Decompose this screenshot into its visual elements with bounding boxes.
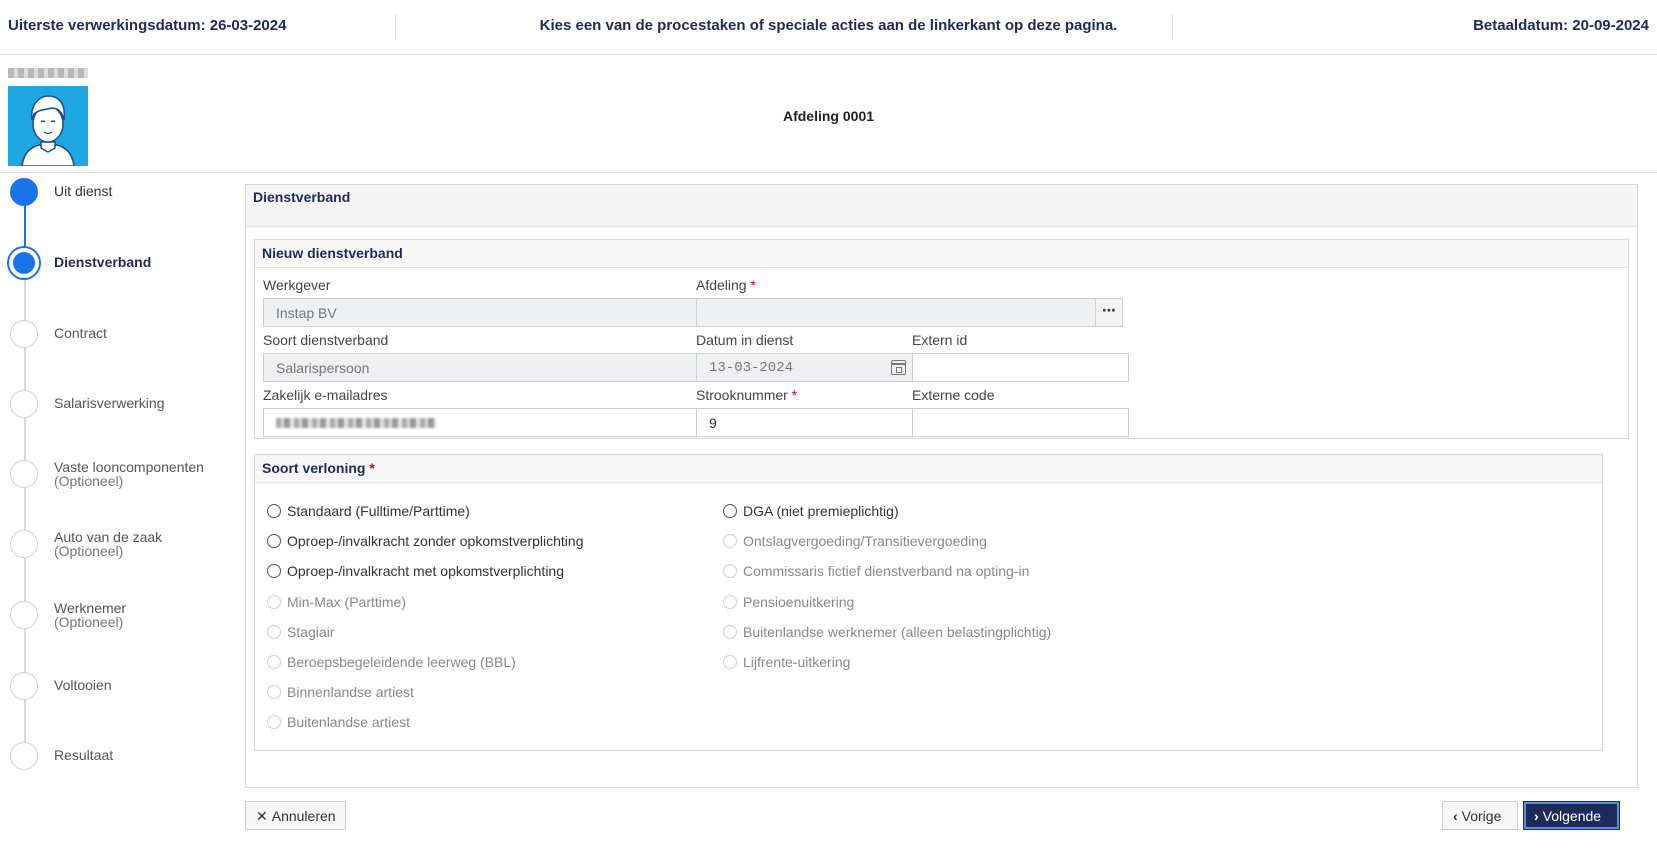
- step-label: Salarisverwerking: [54, 395, 165, 411]
- step-voltooien[interactable]: [8, 672, 238, 712]
- step-sublabel: (Optioneel): [54, 614, 124, 630]
- radio-label: Standaard (Fulltime/Parttime): [287, 503, 470, 519]
- section-title: Nieuw dienstverband: [255, 240, 1628, 268]
- radio-label: Beroepsbegeleidende leerweg (BBL): [287, 654, 516, 670]
- radio-circle-icon: [723, 625, 737, 639]
- step-label: Voltooien: [54, 677, 112, 693]
- divider: [1172, 14, 1173, 38]
- radio-circle-icon: [267, 625, 281, 639]
- step-sublabel: (Optioneel): [54, 543, 124, 559]
- employee-name-redacted: [8, 68, 88, 78]
- top-bar: [0, 0, 1657, 55]
- radio-circle-icon: [723, 504, 737, 518]
- step-label: Dienstverband: [54, 254, 152, 270]
- radio-circle-icon: [723, 595, 737, 609]
- radio-label: Oproep-/invalkracht zonder opkomstverplichting: [287, 533, 584, 550]
- radio-label: Lijfrente-uitkering: [743, 654, 851, 670]
- step-indicator-icon: [10, 672, 38, 700]
- department-title: Afdeling 0001: [782, 108, 875, 124]
- radio-label: Stagiair: [287, 623, 335, 640]
- radio-label: Binnenlandse artiest: [287, 684, 414, 701]
- step-uit-dienst[interactable]: [8, 178, 238, 218]
- radio-circle-icon: [267, 564, 281, 578]
- step-vaste-looncomponenten[interactable]: [8, 460, 238, 500]
- step-label: Vaste looncomponenten: [54, 459, 204, 475]
- step-contract[interactable]: [8, 320, 238, 360]
- werkgever-label: Werkgever: [263, 277, 331, 293]
- step-sublabel: (Optioneel): [54, 473, 124, 489]
- instruction-text: Kies een van de procestaken of speciale acties aan de linkerkant op deze pagina.: [539, 17, 1118, 34]
- soort-dienstverband-label: Soort dienstverband: [263, 332, 389, 348]
- step-label: Auto van de zaak: [54, 529, 163, 545]
- radio-label: Buitenlandse werknemer (alleen belastingplichtig): [743, 623, 1052, 640]
- section-title: Soort verloning: [262, 460, 366, 476]
- step-resultaat[interactable]: [8, 742, 238, 782]
- radio-label: Commissaris fictief dienstverband na opting-in: [743, 563, 1030, 580]
- afdeling-label: Afdeling: [696, 277, 747, 293]
- new-employment-section: [254, 239, 1629, 439]
- radio-circle-icon: [267, 655, 281, 669]
- email-value-redacted: [276, 418, 436, 428]
- chevron-left-icon: ‹: [1453, 808, 1458, 824]
- required-marker: *: [369, 460, 375, 476]
- externe-code-label: Externe code: [912, 387, 995, 403]
- radio-label: Ontslagvergoeding/Transitievergoeding: [743, 533, 987, 550]
- process-steps: [0, 174, 240, 844]
- radio-circle-icon: [267, 715, 281, 729]
- radio-label: Oproep-/invalkracht met opkomstverplichting: [287, 563, 565, 580]
- step-dienstverband[interactable]: [8, 249, 238, 289]
- strooknummer-field[interactable]: 9: [696, 408, 913, 437]
- step-label: Resultaat: [54, 747, 114, 763]
- step-auto-van-de-zaak[interactable]: [8, 530, 238, 570]
- radio-label: Pensioenuitkering: [743, 593, 855, 610]
- radio-circle-icon: [267, 685, 281, 699]
- step-indicator-icon: [10, 320, 38, 348]
- user-avatar-icon: [8, 86, 88, 166]
- chevron-right-icon: ›: [1534, 808, 1539, 824]
- required-marker: *: [750, 277, 756, 293]
- afdeling-lookup-button[interactable]: ⋯: [1095, 298, 1123, 327]
- radio-label: Buitenlandse artiest: [287, 714, 410, 731]
- strooknummer-label: Strooknummer: [696, 387, 788, 403]
- radio-circle-icon: [267, 534, 281, 548]
- employment-panel: [245, 184, 1638, 788]
- step-indicator-icon: [9, 248, 39, 278]
- datum-in-dienst-label: Datum in dienst: [696, 332, 794, 348]
- step-indicator-icon: [10, 742, 38, 770]
- cancel-button[interactable]: ✕ Annuleren: [245, 801, 346, 830]
- employee-header: [0, 56, 1657, 173]
- extern-id-field[interactable]: [912, 353, 1129, 382]
- next-button[interactable]: › Volgende: [1523, 801, 1620, 830]
- datum-in-dienst-value: 13-03-2024: [709, 360, 794, 376]
- step-indicator-icon: [10, 530, 38, 558]
- close-icon: ✕: [256, 808, 268, 824]
- payment-date: Betaaldatum: 20-09-2024: [1473, 17, 1649, 34]
- externe-code-field[interactable]: [912, 408, 1129, 437]
- afdeling-field[interactable]: [696, 298, 1096, 327]
- radio-label: Min-Max (Parttime): [287, 593, 407, 610]
- step-indicator-icon: [10, 460, 38, 488]
- step-label: Uit dienst: [54, 183, 113, 199]
- radio-circle-icon: [723, 564, 737, 578]
- step-indicator-icon: [10, 178, 38, 206]
- radio-circle-icon: [723, 655, 737, 669]
- werkgever-field: Instap BV: [263, 298, 698, 327]
- step-indicator-icon: [10, 601, 38, 629]
- salary-type-section: [254, 454, 1603, 751]
- step-indicator-icon: [10, 390, 38, 418]
- radio-label: DGA (niet premieplichtig): [743, 503, 899, 519]
- extern-id-label: Extern id: [912, 332, 968, 348]
- processing-deadline: Uiterste verwerkingsdatum: 26-03-2024: [8, 17, 287, 34]
- required-marker: *: [791, 387, 798, 403]
- email-label: Zakelijk e-mailadres: [263, 387, 388, 403]
- email-field[interactable]: [263, 408, 698, 437]
- radio-circle-icon: [267, 595, 281, 609]
- panel-header: [246, 185, 1637, 227]
- step-salarisverwerking[interactable]: [8, 390, 238, 430]
- soort-dienstverband-field: Salarispersoon: [263, 353, 698, 382]
- step-werknemer[interactable]: [8, 601, 238, 641]
- step-label: Werknemer: [54, 600, 127, 616]
- radio-circle-icon: [267, 504, 281, 518]
- radio-circle-icon: [723, 534, 737, 548]
- previous-button[interactable]: ‹ Vorige: [1442, 801, 1518, 830]
- calendar-icon[interactable]: [891, 360, 906, 375]
- datum-in-dienst-field: [696, 353, 913, 382]
- step-label: Contract: [54, 325, 107, 341]
- panel-title: Dienstverband: [253, 189, 351, 205]
